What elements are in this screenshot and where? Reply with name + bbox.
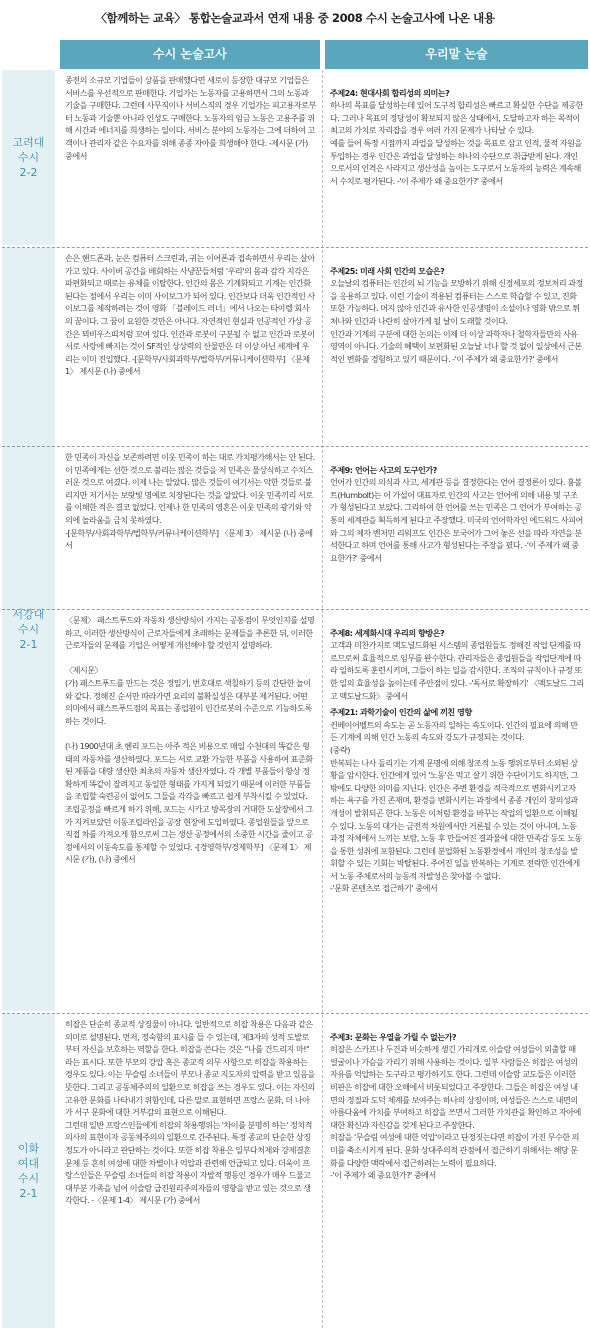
essay-body: 컨베이어벨트의 속도는 곧 노동자의 일하는 속도이다. 인간의 필요에 의해 만든 기계에 의해 인간 노동의 속도와 강도가 규정되는 것이다. (중략) 반복되는 나사 돌리기는 기계 문명에 의해 창조적 노동 행위로부터 소외된 상황을 암시한다. 인간에게 있어 '노동'은 먹고 살기 위한 수단이기도 하지만, 그 밖에도 다양한 의미를 지닌다. 인간은 주변 환경을 적극적으로 변화시키고자 하는 욕구를 가진 존재며, 환경을 변화시키는 과정에서 종종 개인의 창의성과 개성이 발휘되곤 한다. 노동은 이처럼 환경을 바꾸는 작업의 일환으로 이해될 수 있다. 노동의 대가는 금전적 차원에서만 거론될 수 있는 것이 아니며, 노동 과정 자체에서 느끼는 보람, 노동 후 만들어진 결과물에 대한 만족감 등도 노동을 통한 성취에 포함된다. 그런데 분업화된 노동환경에서 개인의 창조성을 발휘할 수 있는 기회는 박탈된다. 주어진 일을 반복하는 기계로 전락한 인간에게서 노동 주체로서의 능동적 자발성은 찾아볼 수 없다. -'문화 콘텐츠로 접근하기' 중에서 bbox=[330, 719, 582, 894]
essay-body: 오늘날의 컴퓨터는 인간의 뇌 기능을 모방하기 위해 신경세포의 정보처리 과정을 응용하고 있다. 이런 기술이 적용된 컴퓨터는 스스로 학습할 수 있고, 진화 또한 가능하다. 머지 않아 인간과 유사한 인공생명이 소설이나 영화 밖으로 튀쳐나와 인간과 나란히 살아가게 될 날이 도래할 것이다. 인간과 기계의 구분에 대한 논의는 이제 더 이상 과학자나 철학자들만의 사유 영역이 아니다. 기술의 혜택이 보편화된 오늘날 너나 할 것 없이 일상에서 근본적인 변화를 경험하고 있기 때문이다. -'이 주제가 왜 중요한가?' 중에서 bbox=[330, 278, 583, 364]
essay-topic-heading: 주제3: 문화는 우열을 가릴 수 없는가? bbox=[330, 1031, 457, 1042]
essay-excerpt bbox=[325, 610, 588, 1011]
page-title: 〈함께하는 교육〉 통합논술교과서 연재 내용 중 2008 수시 논술고사에 나온 내용 bbox=[95, 11, 495, 25]
essay-excerpt bbox=[325, 70, 588, 245]
column-divider bbox=[322, 70, 323, 1328]
university-label-ewha: 이화 여대 수시 2-1 bbox=[2, 1014, 55, 1328]
essay-excerpt bbox=[325, 248, 588, 444]
essay-excerpt bbox=[325, 1014, 588, 1328]
essay-excerpt bbox=[325, 447, 588, 607]
exam-excerpt: 손은 핸드폰과, 눈은 컴퓨터 스크린과, 귀는 이어폰과 접속하면서 우리는 살아가고 있다. 사이버 공간을 배회하는 사냥꾼들처럼 '우리'의 몸과 감각 지각은 파편화되고 때로는 유체를 이탈한다. 인간의 몸은 기계화되고 기계는 인간화된다는 점에서 우리는 이미 사이보그가 되어 있다. 인간보다 더욱 인간적인 사이보그를 제작하려는 것이 영화 「블레이드 러너」에서 나오는 타이렐 회사의 꿈이다. 그 꿈이 요원한 것만은 아니다. 자연적인 현실과 인공적인 가상 공간은 뫼비우스띠처럼 꼬여 있다. 인간과 로봇이 구분될 수 없고 인간과 로봇이 서로 사랑에 빠지는 것이 SF적인 상상력의 산물만은 더 이상 아닌 세계에 우리는 이미 진입했다. -[문학부/사회과학부/법학부/커뮤니케이션학부] 〈문제 1〉 제시문 (나) 중에서 bbox=[65, 253, 315, 377]
essay-topic-heading: 주제8: 세계화시대 우리의 향방은? bbox=[330, 627, 445, 638]
university-label-korea: 고려대 수시 2-2 bbox=[2, 70, 55, 245]
essay-body: 하나의 목표를 달성하는데 있어 도구적 합리성은 빠르고 확실한 수단을 제공한다. 그러나 목표의 정당성이 확보되지 않은 상태에서, 도달하고자 하는 목적이 최고의 가치로 자리잡을 경우 여러 가지 문제가 나타날 수 있다. 예를 들어 특정 시점까지 과업을 달성하는 것을 목표로 삼고 인적, 물적 자원을 투입하는 경우 인간은 과업을 달성하는 하나의 수단으로 취급받게 된다. 개인으로서의 인격은 사라지고 생산성을 높이는 도구로서 노동자의 능력은 계속해서 수치로 평가된다. -'이 주제가 왜 중요한가?' 중에서 bbox=[330, 100, 583, 186]
exam-excerpt: 한 민족이 자신을 보존하려면 이웃 민족이 하는 대로 가치평가해서는 안 된다. 이 민족에게는 선한 것으로 불리는 많은 것들을 저 민족은 물상식하고 수치스러운 것으로 여겼다. 이제 나는 알았다. 많은 것들이 여기서는 악한 것들로 불리지만 저기서는 보랏빛 명예로 치장된다는 것을 알았다. 이웃 민족끼리 서로를 이해한 적은 결코 없었다. 언제나 한 민족의 영혼은 이웃 민족의 광기와 악의에 놀라움을 금치 못하였다. -[문학부/사회과학부/법학부/커뮤니케이션학부] 〈문제 3〉 제시문 (나) 중에서 bbox=[65, 452, 315, 551]
exam-excerpt: 종전의 소규모 기업들이 상품을 판매했다면 새로이 등장한 대규모 기업들은 서비스를 우선적으로 판매한다. 기업가는 노동자를 고용하면서 그의 노동과 기술을 구매한다. 그런데 사무직이나 서비스직의 경우 기업가는 피고용자로부터 노동과 기술뿐 아니라 인성도 구매한다. 노동자의 임금 노동은 고용주를 위해 시간과 에너지를 희생하는 일이다. 서비스 분야의 노동자는 그에 더하여 고객이나 관리자 같은 수요자를 위해 종종 자아를 희생해야 한다. -제시문 (가) 중에서 bbox=[65, 75, 316, 161]
exam-excerpt: 〈문제〉 패스트푸드와 자동차 생산방식이 가지는 공통점이 무엇인지를 설명하고, 이러한 생산방식이 근로자들에게 초래하는 문제들을 추론한 뒤, 이러한 근로자들의 문제를 기업은 어떻게 개선해야 할 것인지 설명하라. 〈제시문〉 (가) 패스트푸드를 만드는 것은 정밀기, 번호대로 색칠하기 등의 간단한 놀이와 같다. 정해진 순서만 따라가면 요리의 불확실성은 대부분 제거된다. 어떤 의미에서 패스트푸드점의 목표는 종업원이 인간로봇의 수준으로 기능하도록 하는 것이다. (나) 1900년대 초 헨리 포드는 아주 적은 비용으로 매일 수천대의 똑같은 형태의 자동차를 생산하였다. 포드는 서로 교환 가능한 부품을 사용하여 표준화된 제품을 대량 생산한 최초의 자동차 생산자였다. 각 개별 부품들이 항상 정확하게 똑같이 잘려지고 동일한 형태를 가지게 되었기 때문에 이러한 부품들을 조립할 숙련공이 없어도 그들을 각각을 빠르고 쉽게 부착시킬 수 있었다. 조립공정을 빠르게 하기 위해, 포드는 시카고 방목장의 거대한 도살장에서 그가 지켜보았던 이동조립라인을 공장 현장에 도입하였다. 종업원들을 앞으로 직접 차를 가져오게 함으로써 그는 생산 공정에서의 소중한 시간을 줄이고 공정에서의 이동속도를 통제할 수 있었다. -[경영학부/경제학부] 〈문제 1〉 제시문 (가), (나) 중에서 bbox=[65, 615, 315, 865]
essay-topic-heading: 주제9: 언어는 사고의 도구인가? bbox=[330, 464, 437, 475]
column-header-essay: 우리말 논술 bbox=[325, 40, 588, 69]
essay-topic-heading: 주제25: 미래 사회 인간의 모습은? bbox=[330, 265, 445, 276]
essay-topic-heading: 주제21: 과학기술이 인간의 삶에 끼친 영향 bbox=[330, 707, 472, 718]
essay-body: 고객과 미찬가지로 맥도널드화된 시스템의 종업원들도 정해진 작업 단계를 따르므로써 효율적으로 임무를 완수한다. 관리자들은 종업원들을 작업단계에 따라 일하도록 훈련시키며, 그들이 하는 일을 감시한다. 조직의 규칙이나 규정 또한 일의 효율성을 높이는데 주안점이 있다. -'독서로 확장하기' 〈맥도날드 그리고 맥도날드화〉 중에서 bbox=[330, 640, 584, 701]
essay-topic-heading: 주제24: 현대사회 합리성의 의미는? bbox=[330, 87, 450, 98]
essay-body: 히잡은 스카프나 두건과 비슷하게 생긴 가리개로 이슬람 여성들이 외출할 때 얼굴이나 가슴을 가리기 위해 사용하는 것이다. 일부 사람들은 히잡은 여성의 자유를 억압하는 도구라고 평가하기도 한다. 그런데 이슬람 교도들은 이러한 비판은 히잡에 대한 오해에서 비롯되었다고 주장한다. 그들은 히잡은 여성 내면의 정절과 도덕 체계를 보여주는 하나의 상징이며, 여성들은 스스로 내면의 아름다움에 가치를 부여하고 히잡을 쓰면서 그러한 가치관을 확인하고 자아에 대한 확신과 자신감을 갖게 된다고 주장한다. 히잡을 '무슬림 여성에 대한 억압'이라고 단정짓는다면 히잡이 가진 무수한 의미를 축소시키게 된다. 문화 상대주의적 관점에서 접근하기 위해서는 해당 문화를 다양한 맥락에서 접근하려는 노력이 필요하다. -'이 주제가 왜 중요한가?' 중에서 bbox=[330, 1044, 581, 1181]
column-header-exam: 수시 논술고사 bbox=[60, 40, 320, 69]
essay-body: 언어가 인간의 의식과 사고, 세계관 등을 결정한다는 언어 결정론이 있다. 훔볼트(Humbolt)는 이 가설이 대표자로 인간의 사고는 언어에 의해 내용 및 구조가 형성된다고 보았다. 그리하여 한 언어를 쓰는 민족은 그 언어가 부여하는 공통의 세계관을 획득하게 된다고 주장했다. 미국의 언어학자인 에드워드 사피어와 그의 제자 벤저민 리워프도 인간은 모국어가 그어 놓은 선을 따라 자연을 분석한다고 하며 언어를 통해 사고가 형성된다는 주장을 폈다. -'이 주제가 왜 중요한가?' 중에서 bbox=[330, 477, 583, 563]
university-label-sogang: 서강대 수시 2-1 bbox=[2, 248, 55, 1011]
exam-excerpt: 히잡은 단순히 종교적 상징물이 아니다. 일반적으로 히잡 착용은 다음과 같은 의미로 설명된다. 먼저, 정숙함의 표시를 들 수 있는데, 제3자의 성적 도발로부터 자신을 보호하는 역할을 한다. 히잡을 쓴다는 것은 "나를 건드리지 마!" 라는 표시다. 또한 부모의 강압 혹은 종교적 의무 사항으로 히잡을 착용하는 경우도 있다. 이는 무슬림 소녀들이 부모나 종교 지도자의 압력을 받고 있음을 뜻한다. 그리고 공동체주의의 일환으로 히잡을 쓰는 경우도 있다. 이는 자신의 고유한 문화를 나타내기 위함인데, 다른 말로 표현하면 프랑스 문화, 더 나아가 서구 문화에 대한 거부감의 표현으로 이해된다. 그런데 일반 프랑스인들에게 히잡의 착용행위는 '차이를 분명히 하는' 정치적 의사의 표현이자 공동체주의의 일환으로 간주된다. 특정 종교의 단순한 상징 정도가 아니라고 판단하는 것이다. 또한 히잡 착용은 일부다처제와 강제결혼 문제 등 흔히 여성에 대한 차별이나 억압과 관련해 언급되고 있다. 더욱이 프랑스인들은 무슬림 소녀들의 히잡 착용이 자발적 행동인 경우가 매우 드물고 대부분 가족을 넘어 이슬람 급진원리주의자들의 영향을 받고 있는 것으로 생각한다. -〈문제 1-4〉 제시문 (가) 중에서 bbox=[65, 1019, 315, 1206]
